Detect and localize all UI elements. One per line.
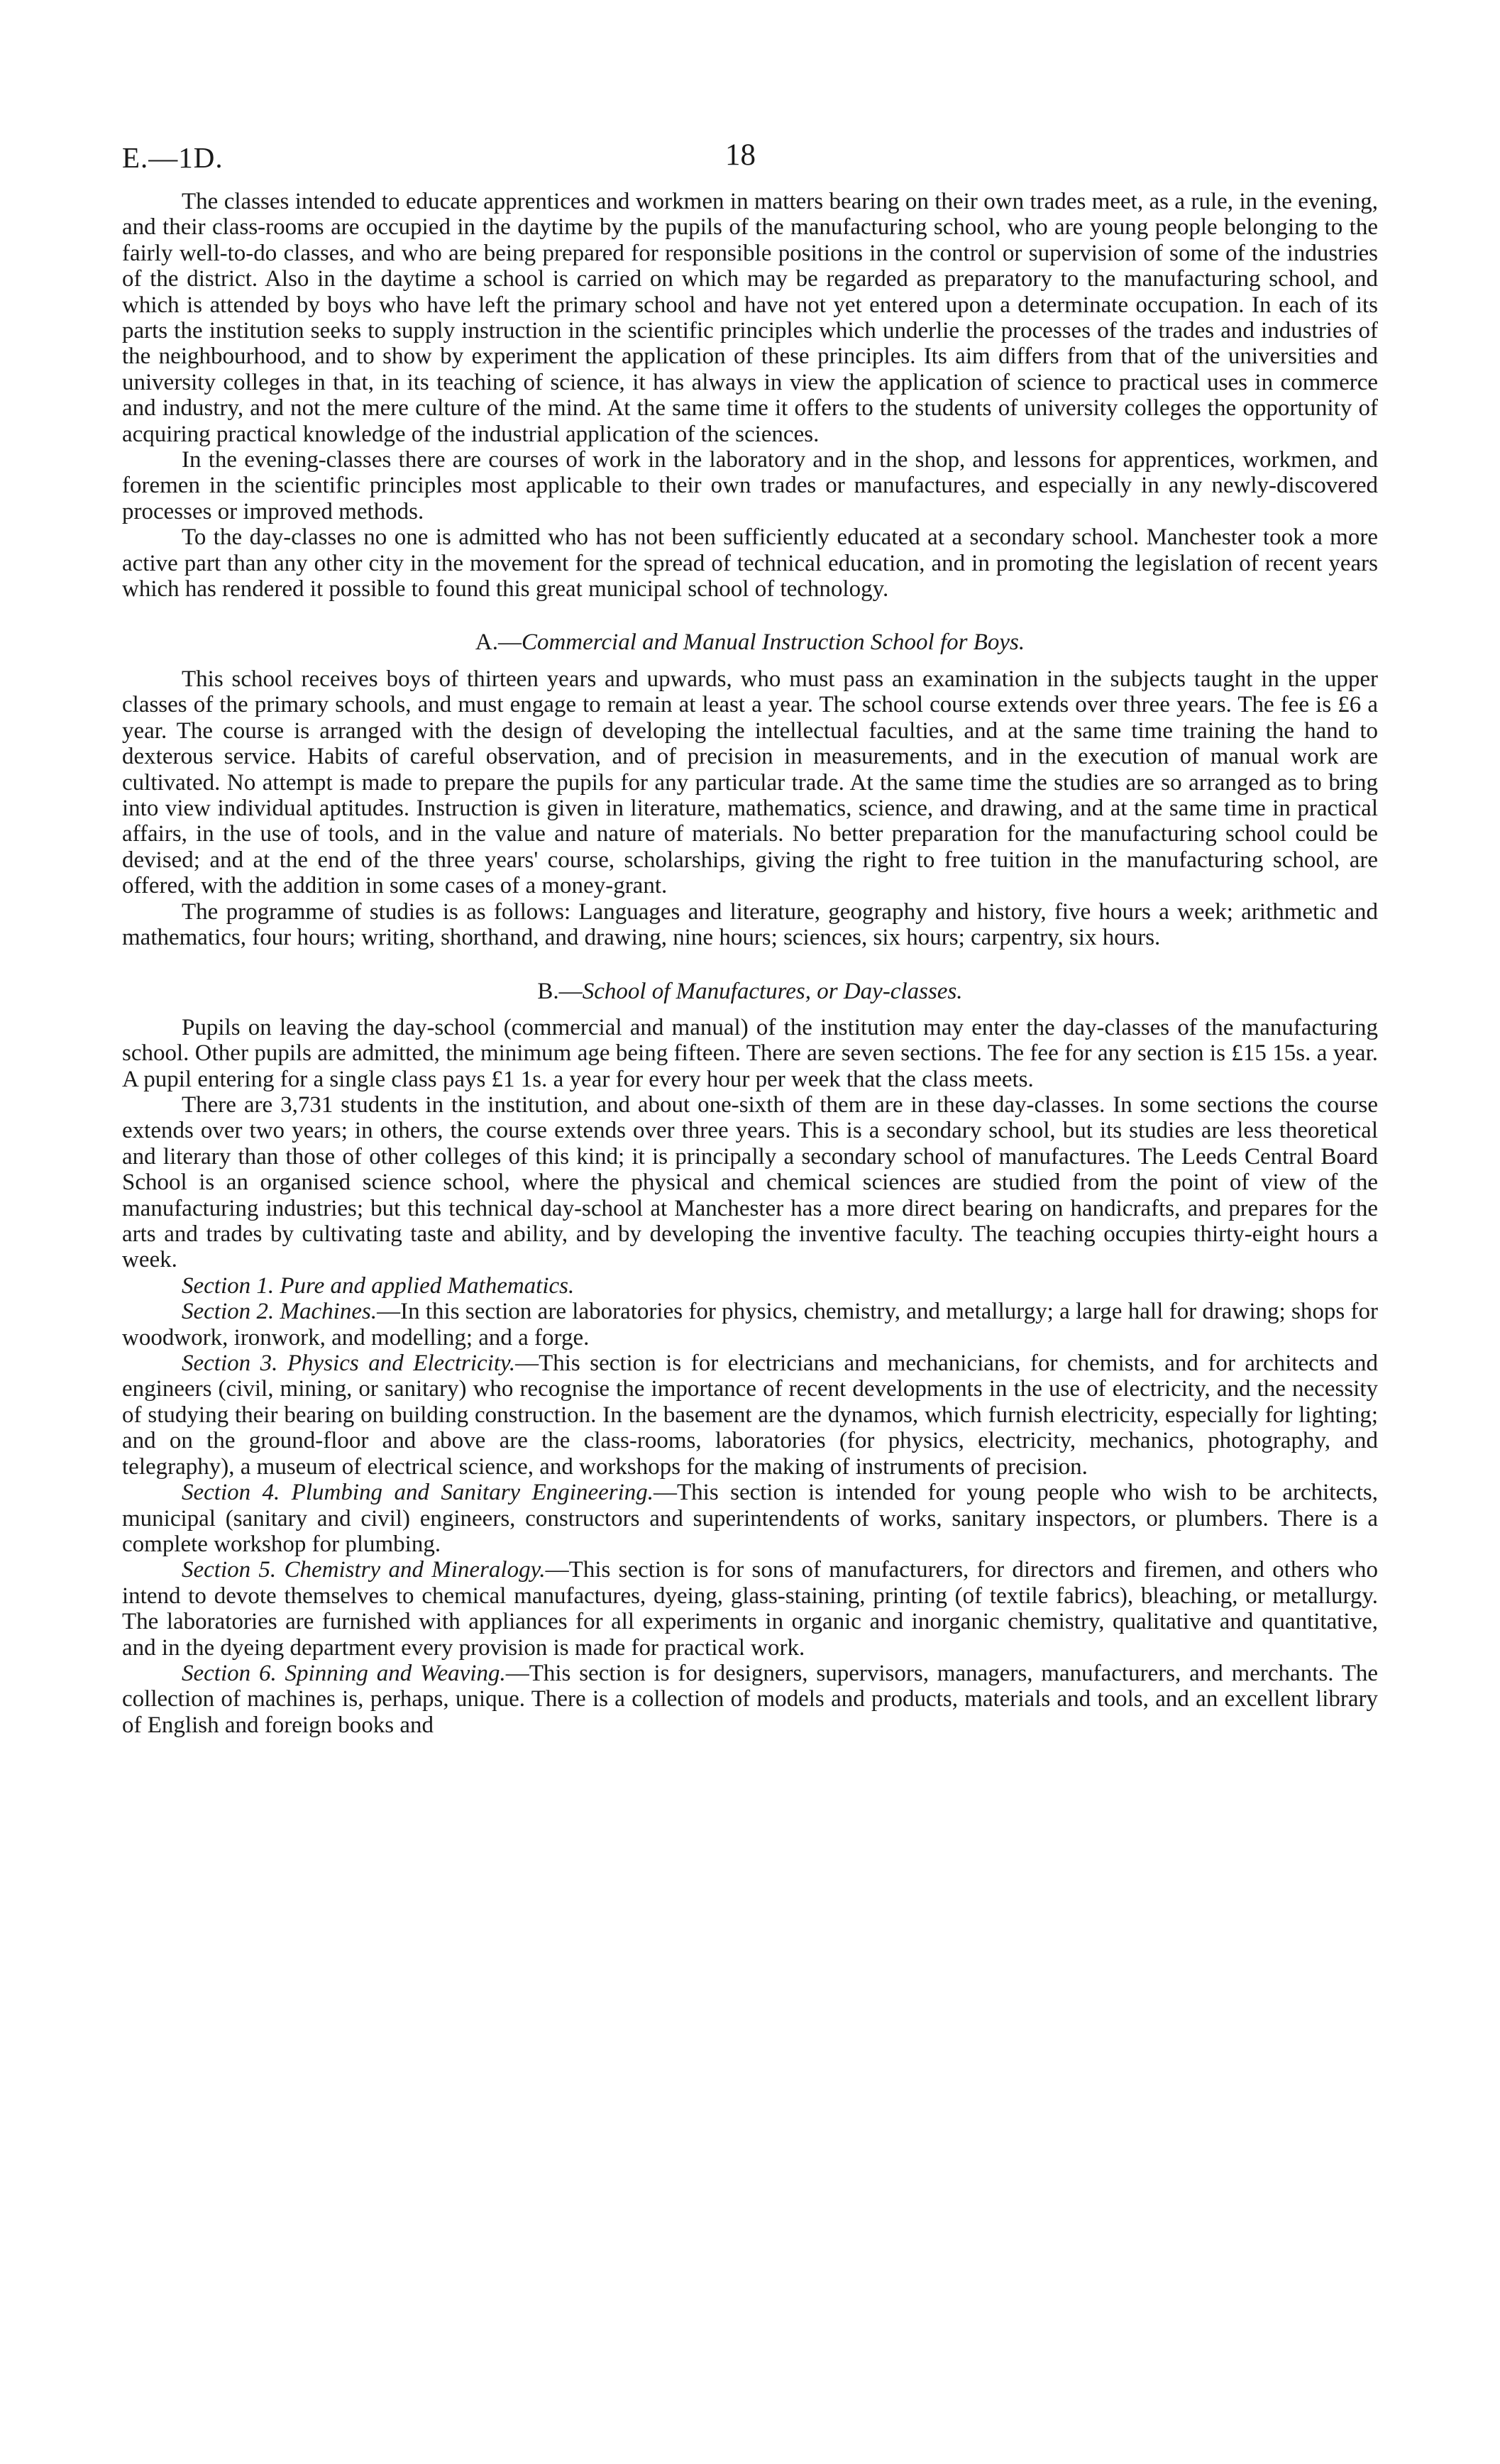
subsection-heading: Section 2. Machines. — [182, 1299, 377, 1325]
subsection-text: —This section is intended for young people who wish to be architects, municipal (sanitary and civil) engineers, constructors and superintendents of works, sanitary inspectors, or plumbers. There is a complete workshop for plumbing. — [122, 1480, 1379, 1557]
subsection-heading: Section 5. Chemistry and Mineralogy. — [182, 1557, 546, 1583]
subsection-paragraph — [122, 1480, 1378, 1557]
subsection-paragraph — [122, 1299, 1378, 1351]
section-b-heading — [122, 979, 1378, 1004]
section-a-prefix: A.— — [475, 629, 522, 655]
subsection-paragraph — [122, 1351, 1378, 1480]
intro-section — [122, 189, 1378, 603]
document-page — [122, 121, 1378, 1738]
subsection-heading: Section 6. Spinning and Weaving. — [182, 1660, 506, 1686]
section-b-paragraph: Pupils on leaving the day-school (commercial and manual) of the institution may enter the day-classes of the manufacturing school. Other pupils are admitted, the minimum age being fifteen. There are seven sections. The fee for any section is £15 15s. a year. A pupil entering for a single class pays £1 1s. a year for every hour per week that the class meets. — [122, 1014, 1378, 1092]
section-a-title: Commercial and Manual Instruction School for Boys. — [521, 629, 1025, 655]
subsection-text: —In this section are laboratories for physics, chemistry, and metallurgy; a large hall for drawing; shops for woodwork, ironwork, and modelling; and a forge. — [122, 1299, 1378, 1351]
section-b-prefix: B.— — [537, 979, 583, 1005]
subsection-heading: Section 4. Plumbing and Sanitary Engineering. — [182, 1480, 654, 1506]
section-a-paragraph: The programme of studies is as follows: Languages and literature, geography and history, five hours a week; arithmetic and mathematics, four hours; writing, shorthand, and drawing, nine hours; sciences, six hours; carpentry, six hours. — [122, 898, 1378, 950]
section-b-title: School of Manufactures, or Day-classes. — [582, 979, 963, 1005]
intro-paragraph: To the day-classes no one is admitted who has not been sufficiently educated at a secondary school. Manchester took a more active part than any other city in the movement for the spread of technical education, and in promoting the legislation of recent years which has rendered it possible to found this great municipal school of technology. — [122, 524, 1378, 603]
subsection-text: —This section is for designers, supervisors, managers, manufacturers, and merchants. The collection of machines is, perhaps, unique. There is a collection of models and products, materials and tools, and an excellent library of English and foreign books and — [122, 1660, 1379, 1738]
document-reference: E.—1D. — [122, 141, 224, 174]
section-b-body — [122, 1015, 1378, 1738]
section-a-body — [122, 666, 1378, 950]
intro-paragraph: The classes intended to educate apprentices and workmen in matters bearing on their own trades meet, as a rule, in the evening, and their class-rooms are occupied in the daytime by the pupils of the manufacturing school, who are young people belonging to the fairly well-to-do classes, and who are being prepared for responsible positions in the control or supervision of some of the industries of the district. Also in the daytime a school is carried on which may be regarded as preparatory to the manufacturing school, and which is attended by boys who have left the primary school and have not yet entered upon a determinate occupation. In each of its parts the institution seeks to supply instruction in the scientific principles which underlie the processes of the trades and industries of the neighbourhood, and to show by experiment the application of these principles. Its aim differs from that of the universities and university colleges in that, in its teaching of science, it has always in view the application of science to practical uses in commerce and industry, and not the mere culture of the mind. At the same time it offers to the students of university colleges the opportunity of acquiring practical knowledge of the industrial application of the sciences. — [122, 189, 1378, 447]
page-header — [122, 121, 1378, 189]
subsection-text: —This section is for electricians and mechanicians, for chemists, and for architects and engineers (civil, mining, or sanitary) who recognise the importance of recent developments in the use of electricity, and the necessity of studying their bearing on building construction. In the basement are the dynamos, which furnish electricity, especially for lighting; and on the ground-floor and above are the class-rooms, laboratories (for physics, electricity, mechanics, photography, and telegraphy), a museum of electrical science, and workshops for the making of instruments of precision. — [122, 1351, 1378, 1480]
subsection-heading: Section 3. Physics and Electricity. — [182, 1351, 516, 1377]
subsection-paragraph — [122, 1273, 1378, 1299]
subsection-paragraph — [122, 1557, 1378, 1661]
section-a-paragraph: This school receives boys of thirteen years and upwards, who must pass an examination in the subjects taught in the upper classes of the primary schools, and must engage to remain at least a year. The school course extends over three years. The fee is £6 a year. The course is arranged with the design of developing the intellectual faculties, and at the same time training the hand to dexterous service. Habits of careful observation, and of precision in measurements, and in the execution of manual work are cultivated. No attempt is made to prepare the pupils for any particular trade. At the same time the studies are so arranged as to bring into view individual aptitudes. Instruction is given in literature, mathematics, science, and drawing, and at the same time in practical affairs, in the use of tools, and in the value and nature of materials. No better preparation for the manufacturing school could be devised; and at the end of the three years' course, scholarships, giving the right to free tuition in the manufacturing school, are offered, with the addition in some cases of a money-grant. — [122, 666, 1378, 899]
intro-paragraph: In the evening-classes there are courses of work in the laboratory and in the shop, and lessons for apprentices, workmen, and foremen in the scientific principles most applicable to their own trades or manufactures, and especially in any newly-discovered processes or improved methods. — [122, 447, 1378, 524]
page-number: 18 — [725, 138, 756, 172]
section-a-heading — [122, 629, 1378, 655]
subsection-text: —This section is for sons of manufacturers, for directors and firemen, and others who intend to devote themselves to chemical manufactures, dyeing, glass-staining, printing (of textile fabrics), bleaching, or metallurgy. The laboratories are furnished with appliances for all experiments in organic and inorganic chemistry, qualitative and quantitative, and in the dyeing department every provision is made for practical work. — [122, 1557, 1378, 1661]
section-b-paragraph: There are 3,731 students in the institution, and about one-sixth of them are in these day-classes. In some sections the course extends over two years; in others, the course extends over three years. This is a secondary school, but its studies are less theoretical and literary than those of other colleges of this kind; it is principally a secondary school of manufactures. The Leeds Central Board School is an organised science school, where the physical and chemical sciences are studied from the point of view of the manufacturing industries; but this technical day-school at Manchester has a more direct bearing on handicrafts, and prepares for the arts and trades by cultivating taste and ability, and by developing the inventive faculty. The teaching occupies thirty-eight hours a week. — [122, 1092, 1378, 1273]
subsection-paragraph — [122, 1661, 1378, 1738]
subsection-heading: Section 1. Pure and applied Mathematics. — [182, 1272, 575, 1299]
